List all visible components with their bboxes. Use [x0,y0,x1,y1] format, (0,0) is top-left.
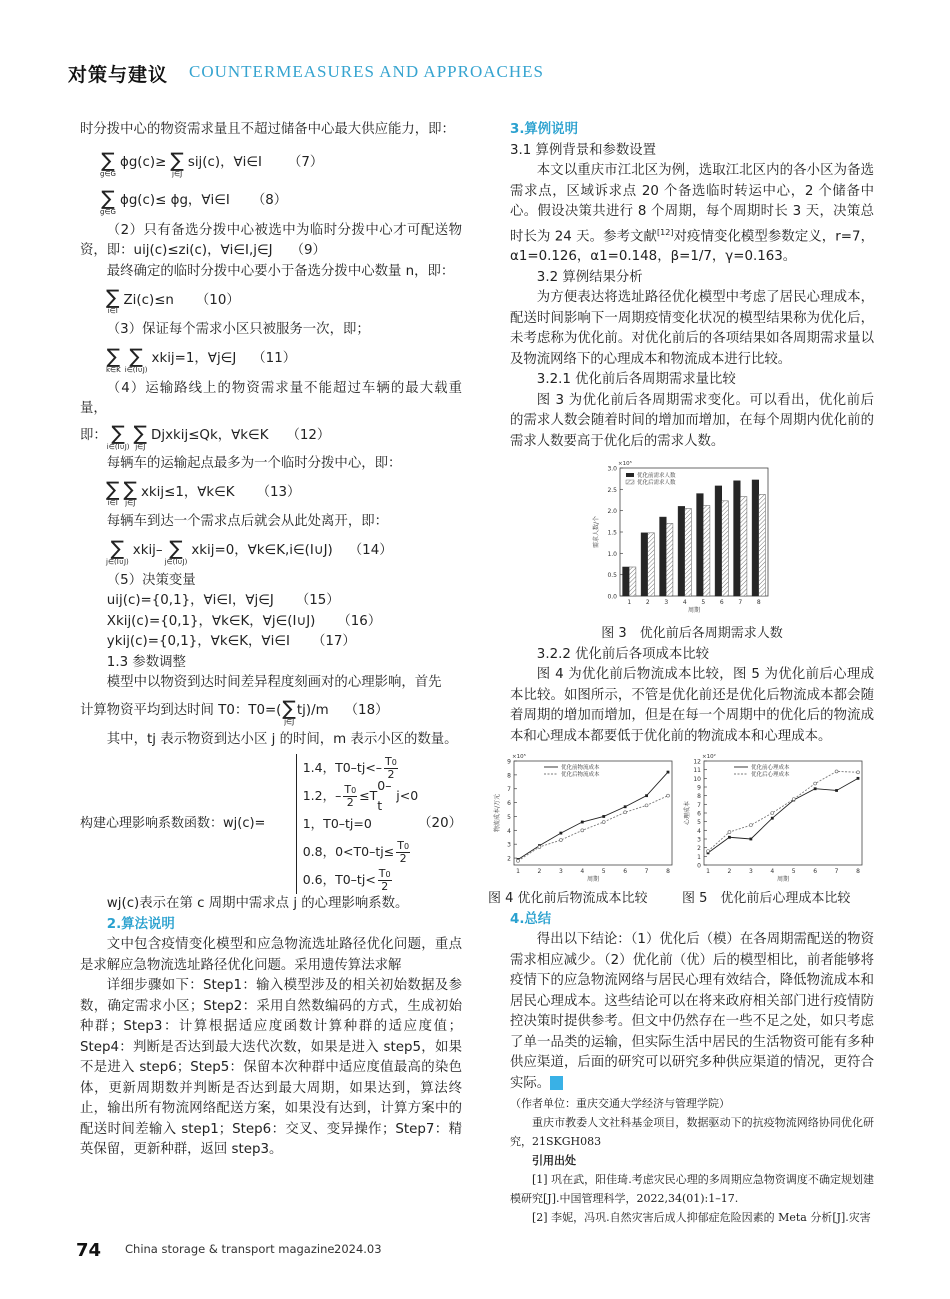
author-affiliation: （作者单位：重庆交通大学经济与管理学院） [510,1097,730,1111]
data-point [559,839,562,842]
data-point [602,821,605,824]
bar-after [703,506,710,596]
x-tick-label: 4 [580,868,585,876]
y-tick-label: 2.0 [607,508,617,516]
paragraph: （5）决策变量 [106,572,196,588]
y-axis-label: 需求人数/个 [593,516,600,549]
data-point [814,788,817,791]
bar-before [752,480,759,596]
y-tick-label: 6 [697,810,701,818]
paragraph: 文中包含疫情变化模型和应急物流选址路径优化问题，重点是求解应急物流选址路径优化问题。采用遗传算法求解 [80,937,462,973]
paragraph: 模型中以物资到达时间差异程度刻画对的心理影响，首先 [106,675,442,690]
issue-date: 2024.03 [334,1242,382,1256]
data-point [857,771,860,774]
magazine-name: China storage & transport magazine [125,1242,335,1256]
equation-10: ∑ i∈I Z i(c)≤n （10） [106,285,240,315]
equation-15: uij(c)={0,1}，∀i∈I，∀j∈J （15） [106,593,340,608]
legend-label-after: 优化后物流成本 [561,772,600,779]
subsection-heading: 3.2 算例结果分析 [536,269,643,285]
y-tick-label: 3 [697,836,701,844]
x-tick-label: 8 [856,868,860,876]
bar-before [641,533,648,596]
subsection-heading: 3.2.1 优化前后各周期需求量比较 [536,372,736,388]
y-tick-label: 5 [507,814,511,822]
x-tick-label: 3 [748,868,753,876]
data-point [624,811,627,814]
data-point [771,812,774,815]
data-point [559,832,562,835]
legend-swatch-before [626,473,634,477]
paragraph: 时分拨中心的物资需求量且不超过储备中心最大供应能力，即： [80,122,455,137]
paragraph: 本文以重庆市江北区为例，选取江北区内的各小区为备选需求点，区域诉求点 20 个备选临时转运中心，2 个储备中心。假设决策共进行 8 个周期，每个周期时长 3 天，决策总时长为 24 天。参考文献[12]对疫情变化模型参数定义，r=7，α1=0.126，α1=0.148，β=1/7，γ=0.163。 [510,163,874,265]
bar-after [629,567,636,596]
x-tick-label: 3 [558,868,563,876]
data-point [771,817,774,820]
paragraph: 图 3 为优化前后各周期需求变化。可以看出，优化前后的需求人数会随着时间的增加而增加，在每个周期内优化前的需求人数要高于优化后的需求人数。 [510,392,874,449]
section-heading: 3.算例说明 [510,122,578,137]
section-heading: 2.算法说明 [106,916,175,932]
x-tick-label: 5 [701,599,706,607]
data-point [538,846,541,849]
figure-captions [488,889,880,910]
paragraph: 最终确定的临时分拨中心要小于备选分拨中心数量 n，即： [106,263,455,279]
x-tick-label: 7 [738,599,743,607]
data-point [602,816,605,819]
x-axis-label: 周期 [586,876,600,884]
data-point [581,829,584,832]
axis-scale-label: ×10² [702,754,716,761]
bar-before [678,507,685,597]
data-point [792,798,795,801]
bar-after [648,533,655,596]
data-point [645,795,648,798]
data-point [667,771,670,774]
y-tick-label: 4 [697,828,701,836]
y-tick-label: 1.5 [607,529,617,537]
y-tick-label: 7 [697,802,701,810]
legend-label-after: 优化后心理成本 [751,772,790,779]
reference-item: [1] 巩在武，阳佳琦.考虑灾民心理的多周期应急物资调度不确定规划建模研究[J].中国管理科学，2022,34(01):1–17. [510,1173,874,1206]
legend-label-before: 优化前心理成本 [751,765,790,772]
series-line [708,772,858,852]
y-tick-label: 8 [697,793,701,801]
x-axis-label: 周期 [687,607,701,615]
bar-before [734,481,741,596]
figure-4-line-chart [490,751,680,889]
y-tick-label: 6 [507,800,511,808]
data-point [581,821,584,824]
paragraph: 为方便表达将选址路径优化模型中考虑了居民心理成本，配送时间影响下一周期疫情变化状况的模型结果称为优化后，未考虑称为优化前。对优化前后的各项结果如各周期需求量以及物流网络下的心理成本和物流成本进行比较。 [510,290,874,367]
section-title-cn: 对策与建议 [68,64,169,86]
fund-note: 重庆市教委人文社科基金项目，数据驱动下的抗疫物流网络协同优化研究，21SKGH083 [510,1116,874,1149]
x-tick-label: 8 [666,868,670,876]
paragraph: 每辆车的运输起点最多为一个临时分拨中心，即： [106,455,402,471]
x-tick-label: 1 [706,868,710,876]
legend-label-before: 优化前物流成本 [561,765,600,772]
x-tick-label: 8 [756,599,761,607]
figure-5-line-chart [680,751,870,889]
bar-after [685,509,692,596]
bar-after [759,495,766,597]
x-axis-label: 周期 [776,876,790,884]
figure-row [490,751,874,889]
y-tick-label: 2 [507,856,511,864]
equation-7: ∑ g∈G ϕ g(c)≥ ∑ j∈J s ij(c)，∀i∈I （7） [100,147,324,178]
y-tick-label: 1.0 [607,551,617,559]
paragraph: （3）保证每个需求小区只被服务一次，即； [106,322,370,337]
bar-before [697,494,704,596]
paragraph: 详细步骤如下：Step1：输入模型涉及的相关初始数据及参数，确定需求小区；Step2：采用自然数编码的方式，生成初始种群；Step3：计算根据适应度函数计算种群的适应度值；Step4：判断是否达到最大迭代次数，如果是进入 step5，如果不是进入 step6；Step5：保留本次种群中适应度值最高的染色体，更新周期数并判断是否达到最大周期，如果达到，算法终止，输出所有物流网络配送方案，如果没有达到，计算方案中的配送时间差输入 step1；Step6：交叉、变异操作；Step7：精英保留，更新种群，返回 step3。 [80,978,462,1157]
y-tick-label: 3 [507,842,511,850]
figure-3-bar-chart [510,456,874,622]
x-tick-label: 5 [791,868,796,876]
y-tick-label: 4 [507,828,511,836]
y-tick-label: 2.5 [607,487,617,495]
bar-after [740,497,747,596]
x-tick-label: 2 [727,868,732,876]
paragraph: wj(c)表示在第 c 周期中需求点 j 的心理影响系数。 [106,896,409,911]
page-number: 74 [76,1240,102,1261]
x-tick-label: 7 [834,868,839,876]
figure-5-caption: 图 5 优化前后心理成本比较 [682,891,851,907]
data-point [835,770,838,773]
data-point [645,804,648,807]
x-tick-label: 6 [813,868,818,876]
x-tick-label: 2 [645,599,650,607]
paragraph: 得出以下结论：（1）优化后（模）在各周期需配送的物资需求相应减少。（2）优化前（优）后的模型相比，前者能够将疫情下的应急物流网络与居民心理有效结合，降低物流成本和居民心理成本。这些结论可以在将来政府相关部门进行疫情防控决策时提供参考。但文中仍然存在一些不足之处，如只考虑了单一品类的运输，但实际生活中居民的生活物资可能有多种供应渠道，后面的研究可以研究多种供应渠道的情况，更符合实际。 C [510,932,874,1091]
data-point [728,836,731,839]
subsection-heading: 1.3 参数调整 [106,654,186,670]
equation-20: 构建心理影响系数函数：wj(c)= 1.4，T 0–t j<– T0 2 1.2，– $\frac{T0}{2}$ ≤T 0–t j<0 1，T 0–t j=0 0.8，0<T 0–t j≤ $\frac{T0}{2}$ 0.6，T 0–t j< T0 2 （20） [80,755,462,893]
bar-before [623,567,630,596]
left-column [80,120,462,1161]
equation-13: ∑ i∈I ∑ j∈J x kij≤1，∀k∈K （13） [106,477,301,507]
paragraph: （4）运输路线上的物资需求量不能超过车辆的最大载重量， [80,380,462,416]
x-tick-label: 1 [516,868,520,876]
end-mark: C [550,1076,563,1090]
legend-label-before: 优化前需求人数 [637,473,676,480]
x-tick-label: 5 [601,868,606,876]
y-tick-label: 2 [697,845,701,853]
data-point [517,860,520,863]
reference-item: [2] 李妮，冯巩.自然灾害后成人抑郁症危险因素的 Meta 分析[J].灾害 [532,1211,871,1225]
paragraph: 其中，tj 表示物资到达小区 j 的时间，m 表示小区的数量。 [106,731,458,747]
equation-11: ∑ k∈K ∑ i∈(I∪J) x kij=1，∀j∈J （11） [106,343,297,374]
section-title-en: COUNTERMEASURES AND APPROACHES [189,62,544,81]
x-tick-label: 3 [664,599,669,607]
bar-after [666,524,673,597]
y-tick-label: 0.5 [607,572,617,580]
x-tick-label: 6 [623,868,628,876]
equation-12: 即： ∑ i∈(I∪J) ∑ j∈J D jx kij≤Q k，∀k∈K （12） [80,420,331,451]
y-tick-label: 9 [507,758,511,766]
y-tick-label: 1 [697,854,701,862]
subsection-heading: 3.1 算例背景和参数设置 [510,142,657,158]
bar-before [715,486,722,596]
legend-swatch-after [626,480,634,484]
paragraph: 图 4 为优化前后物流成本比较，图 5 为优化前后心理成本比较。如图所示，不管是优化前还是优化后物流成本都会随着周期的增加而增加，但是在每一个周期中的优化后的物流成本和心理成本都要低于优化前的物流成本和心理成本。 [510,667,874,744]
references-heading: 引用出处 [532,1154,576,1168]
equation-8: ∑ g∈G ϕ g(c)≤ ϕ g，∀i∈I （8） [100,185,288,216]
data-point [749,824,752,827]
bar-before [660,518,667,597]
y-axis-label: 心理成本 [684,801,691,826]
y-tick-label: 9 [697,784,701,792]
y-tick-label: 10 [693,776,701,784]
data-point [624,806,627,809]
data-point [814,783,817,786]
figure-4-caption: 图 4 优化前后物流成本比较 [488,891,648,907]
equation-14: ∑ j∈(I∪J) x kij– ∑ j∈(I∪J) x kij=0，∀k∈K,i∈(I∪J) （14） [106,535,393,566]
y-tick-label: 0.0 [607,593,617,601]
x-tick-label: 4 [682,599,687,607]
data-point [667,795,670,798]
axis-scale-label: ×10⁵ [512,754,526,761]
x-tick-label: 7 [644,868,649,876]
right-column [488,120,874,1227]
data-point [749,838,752,841]
axis-scale-label: ×10⁵ [618,461,632,468]
y-tick-label: 7 [507,786,511,794]
y-axis-label: 物流成本/万元 [494,794,501,833]
section-heading: 4.总结 [510,911,552,927]
equation-18: 计算物资平均到达时间 T 0：T 0=( ∑ j∈J t j)/m （18） [80,695,389,726]
equation-16: Xkij(c)={0,1}，∀k∈K，∀j∈(I∪J) （16） [106,613,382,629]
y-tick-label: 12 [693,758,701,766]
data-point [857,777,860,780]
paragraph: 每辆车到达一个需求点后就会从此处离开，即： [106,514,388,529]
y-tick-label: 5 [697,819,701,827]
x-tick-label: 6 [719,599,724,607]
x-tick-label: 2 [537,868,542,876]
bar-after [722,501,729,596]
y-tick-label: 0 [697,862,701,870]
subsection-heading: 3.2.2 优化前后各项成本比较 [536,646,710,662]
paragraph: （2）只有备选分拨中心被选中为临时分拨中心才可配送物资，即：uij(c)≤zi(c)，∀i∈I,j∈J （9） [80,222,462,258]
data-point [728,831,731,834]
figure-3-caption: 图 3 优化前后各周期需求人数 [601,626,783,642]
data-point [835,790,838,793]
data-point [707,850,710,853]
x-tick-label: 4 [770,868,775,876]
y-tick-label: 3.0 [607,465,617,473]
equation-17: ykij(c)={0,1}，∀k∈K，∀i∈I （17） [106,634,356,649]
y-tick-label: 8 [507,772,511,780]
x-tick-label: 1 [627,599,632,607]
y-tick-label: 11 [693,767,701,775]
legend-label-after: 优化后需求人数 [637,480,676,487]
